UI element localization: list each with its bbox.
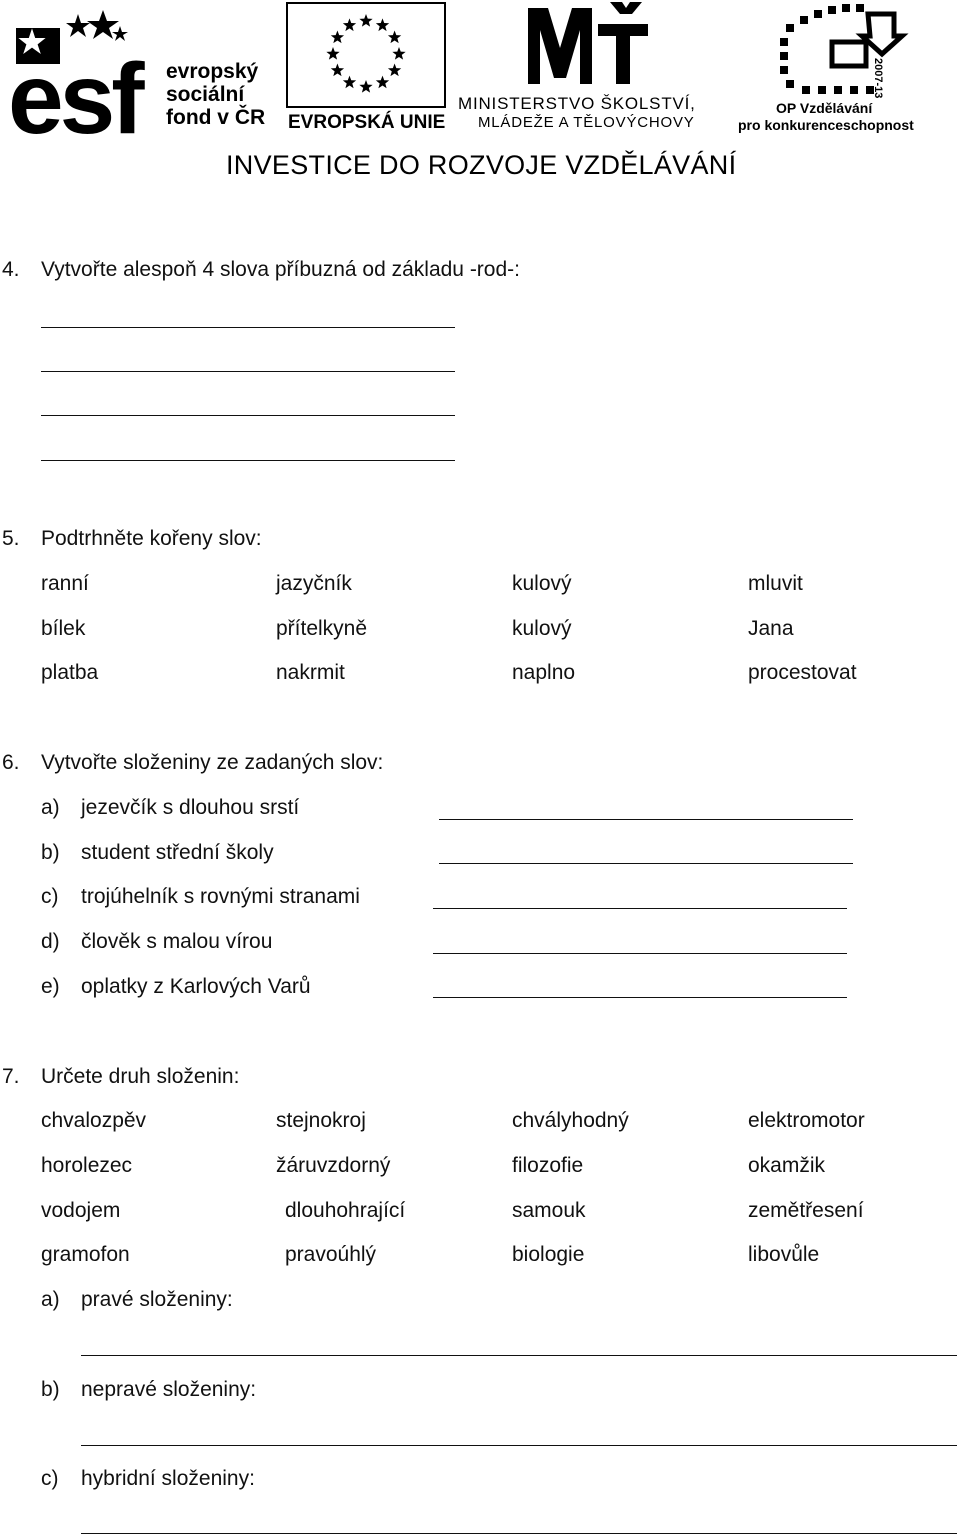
item-text: student střední školy <box>81 841 274 864</box>
category-letter: c) <box>41 1467 59 1490</box>
task-5-number: 5. <box>2 527 20 550</box>
esf-logo <box>8 8 278 138</box>
answer-line[interactable] <box>433 997 847 998</box>
answer-line[interactable] <box>433 908 847 909</box>
item-letter: b) <box>41 841 60 864</box>
word[interactable]: nakrmit <box>276 661 345 684</box>
category-label: pravé složeniny: <box>81 1288 233 1311</box>
op-logo <box>736 2 916 136</box>
msmt-emblem-icon <box>526 0 656 90</box>
word[interactable]: kulový <box>512 572 572 595</box>
word: filozofie <box>512 1154 584 1177</box>
answer-line[interactable] <box>81 1445 957 1446</box>
word: pravoúhlý <box>285 1243 377 1266</box>
msmt-logo <box>456 0 728 136</box>
msmt-line2: MLÁDEŽE A TĚLOVÝCHOVY <box>478 114 695 131</box>
item-text: jezevčík s dlouhou srstí <box>81 796 300 819</box>
word[interactable]: kulový <box>512 617 572 640</box>
op-years: 2007-13 <box>872 58 884 99</box>
item-letter: d) <box>41 930 60 953</box>
item-text: oplatky z Karlových Varů <box>81 975 311 998</box>
word: libovůle <box>748 1243 820 1266</box>
category-label: nepravé složeniny: <box>81 1378 257 1401</box>
op-line2: pro konkurenceschopnost <box>738 117 914 133</box>
eu-logo <box>286 2 448 134</box>
esf-line2: sociální <box>166 83 245 106</box>
op-emblem-icon <box>776 2 916 98</box>
word: chvalozpěv <box>41 1109 147 1132</box>
word: okamžik <box>748 1154 826 1177</box>
investice-slogan: INVESTICE DO ROZVOJE VZDĚLÁVÁNÍ <box>226 150 737 180</box>
task-7-prompt: Určete druh složenin: <box>41 1065 240 1088</box>
word: dlouhohrající <box>285 1199 406 1222</box>
word[interactable]: naplno <box>512 661 576 684</box>
answer-line[interactable] <box>439 863 853 864</box>
task-6-number: 6. <box>2 751 20 774</box>
word: samouk <box>512 1199 586 1222</box>
svg-text:esf: esf <box>8 43 141 138</box>
task-5-prompt: Podtrhněte kořeny slov: <box>41 527 262 550</box>
answer-line[interactable] <box>81 1355 957 1356</box>
word: vodojem <box>41 1199 121 1222</box>
word: žáruvzdorný <box>276 1154 391 1177</box>
answer-line[interactable] <box>41 371 455 372</box>
item-letter: e) <box>41 975 60 998</box>
word[interactable]: jazyčník <box>276 572 352 595</box>
category-letter: b) <box>41 1378 60 1401</box>
word[interactable]: procestovat <box>748 661 857 684</box>
word[interactable]: bílek <box>41 617 86 640</box>
esf-line3: fond v ČR <box>166 106 266 129</box>
word[interactable]: Jana <box>748 617 794 640</box>
op-line1: OP Vzdělávání <box>776 100 873 116</box>
word: zemětřesení <box>748 1199 864 1222</box>
task-4-number: 4. <box>2 258 20 281</box>
category-label: hybridní složeniny: <box>81 1467 255 1490</box>
esf-emblem-icon <box>8 8 168 138</box>
answer-line[interactable] <box>41 460 455 461</box>
word: chvályhodný <box>512 1109 629 1132</box>
word: horolezec <box>41 1154 133 1177</box>
word[interactable]: ranní <box>41 572 89 595</box>
answer-line[interactable] <box>81 1533 957 1534</box>
item-letter: a) <box>41 796 60 819</box>
answer-line[interactable] <box>41 327 455 328</box>
task-6-prompt: Vytvořte složeniny ze zadaných slov: <box>41 751 384 774</box>
word: stejnokroj <box>276 1109 366 1132</box>
task-7-number: 7. <box>2 1065 20 1088</box>
task-4-prompt: Vytvořte alespoň 4 slova příbuzná od základu -rod-: <box>41 258 520 281</box>
eu-flag-icon <box>286 2 446 108</box>
word: elektromotor <box>748 1109 865 1132</box>
item-text: trojúhelník s rovnými stranami <box>81 885 360 908</box>
answer-line[interactable] <box>41 415 455 416</box>
eu-caption: EVROPSKÁ UNIE <box>288 112 446 133</box>
category-letter: a) <box>41 1288 60 1311</box>
answer-line[interactable] <box>439 819 853 820</box>
item-text: člověk s malou vírou <box>81 930 273 953</box>
word[interactable]: přítelkyně <box>276 617 368 640</box>
word[interactable]: mluvit <box>748 572 803 595</box>
item-letter: c) <box>41 885 59 908</box>
word[interactable]: platba <box>41 661 99 684</box>
esf-line1: evropský <box>166 60 259 83</box>
msmt-line1: MINISTERSTVO ŠKOLSTVÍ, <box>458 94 696 113</box>
word: gramofon <box>41 1243 130 1266</box>
answer-line[interactable] <box>433 953 847 954</box>
word: biologie <box>512 1243 585 1266</box>
